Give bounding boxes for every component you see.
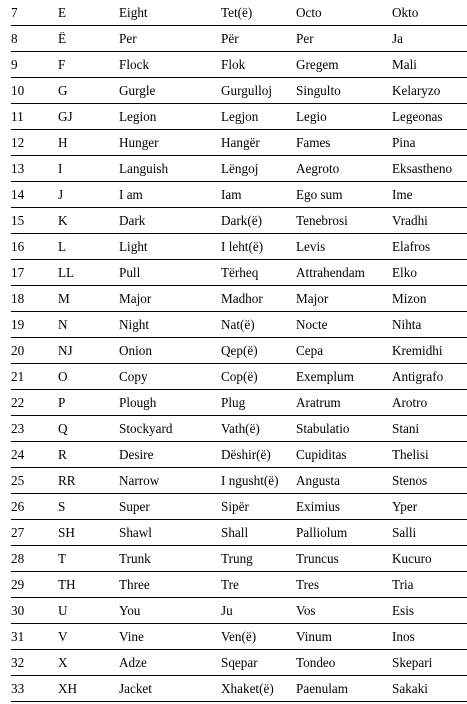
english-word-cell: Super [119,494,221,520]
greek-word-cell: Sakaki [392,676,467,702]
letter-cell: SH [58,520,119,546]
letter-cell: N [58,312,119,338]
albanian-word-cell: Ju [221,598,296,624]
greek-word-cell: Mali [392,52,467,78]
row-number-cell: 12 [11,130,58,156]
albanian-word-cell: Sipër [221,494,296,520]
albanian-word-cell: I leht(ë) [221,234,296,260]
table-row [11,624,467,650]
english-word-cell: Light [119,234,221,260]
english-word-cell: Gurgle [119,78,221,104]
letter-cell: E [58,0,119,26]
row-number-cell: 10 [11,78,58,104]
albanian-word-cell: Shall [221,520,296,546]
row-number-cell: 13 [11,156,58,182]
table-row [11,546,467,572]
latin-word-cell: Major [296,286,392,312]
greek-word-cell: Legeonas [392,104,467,130]
greek-word-cell: Ja [392,26,467,52]
latin-word-cell: Paenulam [296,676,392,702]
greek-word-cell: Kelaryzo [392,78,467,104]
table-row [11,208,467,234]
row-number-cell: 14 [11,182,58,208]
table-row [11,442,467,468]
latin-word-cell: Stabulatio [296,416,392,442]
row-number-cell: 24 [11,442,58,468]
letter-cell: S [58,494,119,520]
albanian-word-cell: Sqepar [221,650,296,676]
row-number-cell: 29 [11,572,58,598]
latin-word-cell: Exemplum [296,364,392,390]
letter-cell: TH [58,572,119,598]
greek-word-cell: Tria [392,572,467,598]
albanian-word-cell: Hangër [221,130,296,156]
table-row [11,156,467,182]
greek-word-cell: Stenos [392,468,467,494]
latin-word-cell: Per [296,26,392,52]
letter-cell: Q [58,416,119,442]
english-word-cell: Three [119,572,221,598]
latin-word-cell: Aegroto [296,156,392,182]
table-row [11,494,467,520]
table-row [11,416,467,442]
row-number-cell: 9 [11,52,58,78]
greek-word-cell: Skepari [392,650,467,676]
row-number-cell: 33 [11,676,58,702]
albanian-word-cell: Lëngoj [221,156,296,182]
letter-cell: R [58,442,119,468]
english-word-cell: Jacket [119,676,221,702]
latin-word-cell: Octo [296,0,392,26]
table-row [11,312,467,338]
greek-word-cell: Nihta [392,312,467,338]
latin-word-cell: Legio [296,104,392,130]
row-number-cell: 18 [11,286,58,312]
latin-word-cell: Angusta [296,468,392,494]
english-word-cell: Desire [119,442,221,468]
table-row [11,598,467,624]
greek-word-cell: Yper [392,494,467,520]
english-word-cell: Per [119,26,221,52]
english-word-cell: Legion [119,104,221,130]
row-number-cell: 21 [11,364,58,390]
english-word-cell: Stockyard [119,416,221,442]
latin-word-cell: Aratrum [296,390,392,416]
table-row [11,650,467,676]
row-number-cell: 22 [11,390,58,416]
table-row [11,234,467,260]
table-row [11,520,467,546]
english-word-cell: Adze [119,650,221,676]
greek-word-cell: Salli [392,520,467,546]
row-number-cell: 27 [11,520,58,546]
albanian-word-cell: Gurgulloj [221,78,296,104]
greek-word-cell: Esis [392,598,467,624]
latin-word-cell: Gregem [296,52,392,78]
albanian-word-cell: Cop(ë) [221,364,296,390]
letter-cell: H [58,130,119,156]
latin-word-cell: Attrahendam [296,260,392,286]
table-row [11,338,467,364]
letter-cell: P [58,390,119,416]
english-word-cell: I am [119,182,221,208]
table-row [11,130,467,156]
row-number-cell: 23 [11,416,58,442]
table-row [11,182,467,208]
row-number-cell: 19 [11,312,58,338]
letter-cell: V [58,624,119,650]
albanian-word-cell: Vath(ë) [221,416,296,442]
greek-word-cell: Kucuro [392,546,467,572]
greek-word-cell: Ime [392,182,467,208]
albanian-word-cell: Plug [221,390,296,416]
english-word-cell: Languish [119,156,221,182]
albanian-word-cell: Legjon [221,104,296,130]
latin-word-cell: Tondeo [296,650,392,676]
row-number-cell: 16 [11,234,58,260]
table-row [11,104,467,130]
albanian-word-cell: Tërheq [221,260,296,286]
albanian-word-cell: Trung [221,546,296,572]
table-row [11,364,467,390]
row-number-cell: 25 [11,468,58,494]
greek-word-cell: Vradhi [392,208,467,234]
english-word-cell: Flock [119,52,221,78]
letter-cell: F [58,52,119,78]
albanian-word-cell: Ven(ë) [221,624,296,650]
english-word-cell: Hunger [119,130,221,156]
greek-word-cell: Mizon [392,286,467,312]
letter-cell: K [58,208,119,234]
table-row [11,390,467,416]
latin-word-cell: Vinum [296,624,392,650]
letter-cell: T [58,546,119,572]
greek-word-cell: Arotro [392,390,467,416]
letter-cell: Ë [58,26,119,52]
table-row [11,286,467,312]
row-number-cell: 32 [11,650,58,676]
greek-word-cell: Elko [392,260,467,286]
latin-word-cell: Truncus [296,546,392,572]
letter-cell: L [58,234,119,260]
letter-cell: J [58,182,119,208]
letter-cell: RR [58,468,119,494]
latin-word-cell: Singulto [296,78,392,104]
albanian-word-cell: Tre [221,572,296,598]
latin-word-cell: Nocte [296,312,392,338]
table-row [11,260,467,286]
letter-cell: G [58,78,119,104]
latin-word-cell: Fames [296,130,392,156]
letter-cell: NJ [58,338,119,364]
albanian-word-cell: Iam [221,182,296,208]
english-word-cell: You [119,598,221,624]
greek-word-cell: Antigrafo [392,364,467,390]
letter-cell: U [58,598,119,624]
greek-word-cell: Pina [392,130,467,156]
row-number-cell: 8 [11,26,58,52]
row-number-cell: 30 [11,598,58,624]
row-number-cell: 11 [11,104,58,130]
latin-word-cell: Cupiditas [296,442,392,468]
table-row [11,52,467,78]
letter-cell: XH [58,676,119,702]
greek-word-cell: Inos [392,624,467,650]
english-word-cell: Trunk [119,546,221,572]
english-word-cell: Pull [119,260,221,286]
english-word-cell: Onion [119,338,221,364]
word-table [11,0,467,702]
table-body [11,0,467,702]
greek-word-cell: Okto [392,0,467,26]
english-word-cell: Narrow [119,468,221,494]
letter-cell: X [58,650,119,676]
albanian-word-cell: Për [221,26,296,52]
latin-word-cell: Tres [296,572,392,598]
albanian-word-cell: Nat(ë) [221,312,296,338]
albanian-word-cell: Dëshir(ë) [221,442,296,468]
letter-cell: O [58,364,119,390]
greek-word-cell: Stani [392,416,467,442]
latin-word-cell: Ego sum [296,182,392,208]
english-word-cell: Dark [119,208,221,234]
english-word-cell: Eight [119,0,221,26]
english-word-cell: Copy [119,364,221,390]
english-word-cell: Major [119,286,221,312]
letter-cell: M [58,286,119,312]
english-word-cell: Night [119,312,221,338]
table-row [11,26,467,52]
row-number-cell: 15 [11,208,58,234]
letter-cell: GJ [58,104,119,130]
latin-word-cell: Cepa [296,338,392,364]
english-word-cell: Vine [119,624,221,650]
row-number-cell: 28 [11,546,58,572]
row-number-cell: 31 [11,624,58,650]
table-row [11,572,467,598]
letter-cell: LL [58,260,119,286]
albanian-word-cell: Tet(ë) [221,0,296,26]
latin-word-cell: Eximius [296,494,392,520]
albanian-word-cell: Qep(ë) [221,338,296,364]
albanian-word-cell: Dark(ë) [221,208,296,234]
letter-cell: I [58,156,119,182]
row-number-cell: 26 [11,494,58,520]
table-row [11,0,467,26]
latin-word-cell: Tenebrosi [296,208,392,234]
english-word-cell: Shawl [119,520,221,546]
table-row [11,78,467,104]
latin-word-cell: Vos [296,598,392,624]
albanian-word-cell: Flok [221,52,296,78]
greek-word-cell: Thelisi [392,442,467,468]
albanian-word-cell: I ngusht(ë) [221,468,296,494]
row-number-cell: 20 [11,338,58,364]
english-word-cell: Plough [119,390,221,416]
latin-word-cell: Palliolum [296,520,392,546]
alphabet-word-table [11,0,467,702]
albanian-word-cell: Xhaket(ë) [221,676,296,702]
greek-word-cell: Elafros [392,234,467,260]
table-row [11,468,467,494]
row-number-cell: 17 [11,260,58,286]
albanian-word-cell: Madhor [221,286,296,312]
greek-word-cell: Kremidhi [392,338,467,364]
latin-word-cell: Levis [296,234,392,260]
row-number-cell: 7 [11,0,58,26]
table-row [11,676,467,702]
greek-word-cell: Eksastheno [392,156,467,182]
